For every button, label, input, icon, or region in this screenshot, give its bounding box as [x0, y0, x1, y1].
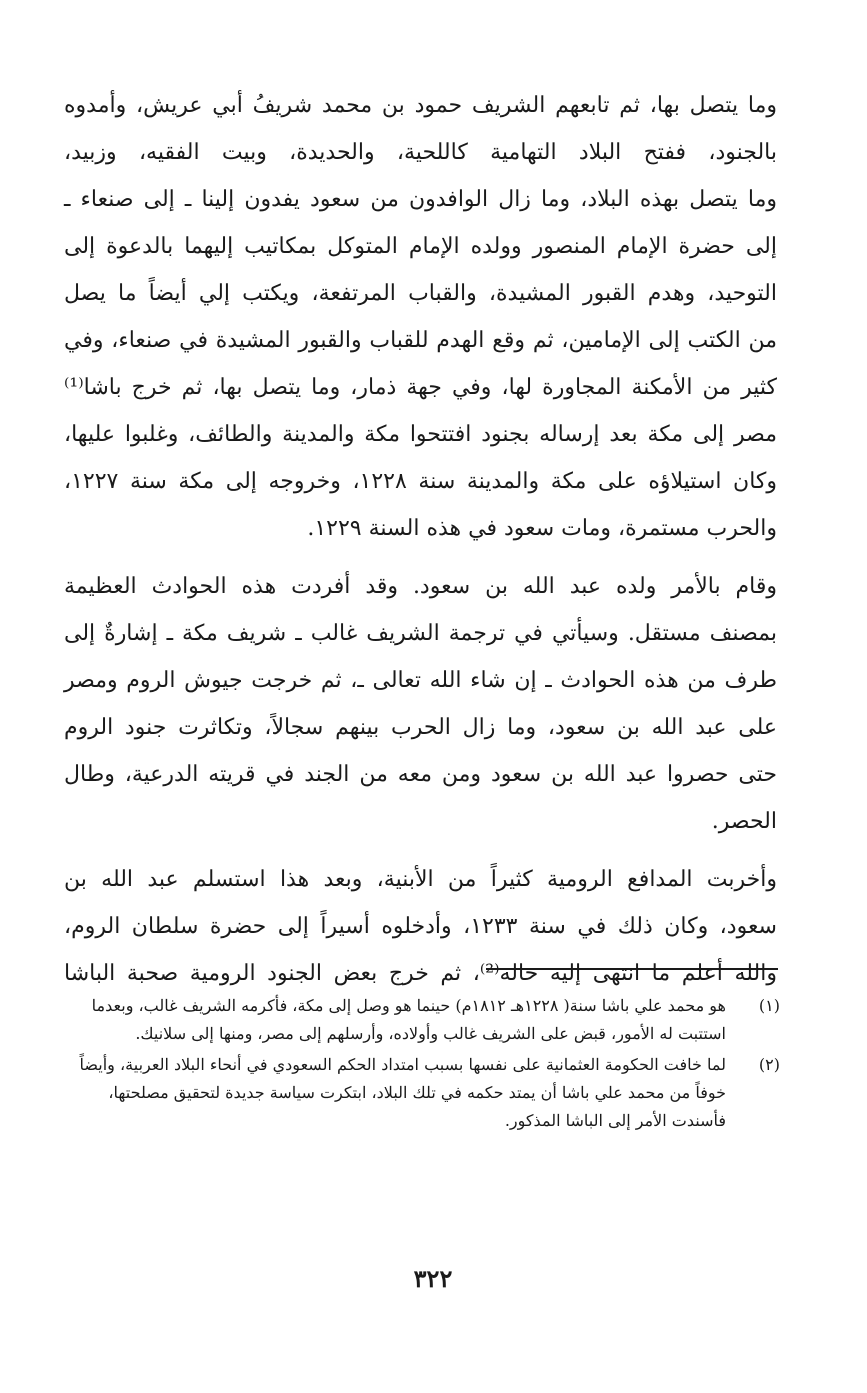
text-line: وما يتصل بها، ثم تابعهم الشريف حمود بن محمد شريفُ أبي عريش، وأمدوه — [64, 93, 777, 118]
paragraph-3 — [64, 856, 777, 997]
text-line: من الكتب إلى الإمامين، ثم وقع الهدم للقباب والقبور المشيدة في صنعاء، وفي — [64, 328, 777, 353]
text-line: مصر إلى مكة بعد إرساله بجنود افتتحوا مكة والمدينة والطائف، وغلبوا عليها، — [64, 422, 777, 447]
text-line: والحرب مستمرة، ومات سعود في هذه السنة ١٢٢٩. — [307, 516, 777, 541]
text-line: وأخربت المدافع الرومية كثيراً من الأبنية، وبعد هذا استسلم عبد الله بن — [64, 867, 777, 892]
text-line: وما يتصل بهذه البلاد، وما زال الوافدون من سعود يفدون إلينا ـ إلى صنعاء ـ — [64, 187, 777, 212]
text-line: حتى حصروا عبد الله بن سعود ومن معه من الجند في قريته الدرعية، وطال — [64, 762, 777, 787]
footnotes — [64, 992, 780, 1138]
footnote-text: لما خافت الحكومة العثمانية على نفسها بسبب امتداد الحكم السعودي في أنحاء البلاد العربية، وأيضاً خوفاً من محمد علي باشا أن يمتد حكمه في تلك البلاد، ابتكرت سياسة جديدة لتحقيق مصلحتها، فأسندت الأمر إلى الباشا المذكور. — [79, 1055, 726, 1130]
footnote-1 — [64, 992, 780, 1048]
text-line: والله أعلم ما انتهى إليه حاله⁽²⁾، ثم خرج بعض الجنود الرومية صحبة الباشا — [64, 961, 777, 986]
text-line: كثير من الأمكنة المجاورة لها، وفي جهة ذمار، وما يتصل بها، ثم خرج باشا⁽¹⁾ — [64, 375, 777, 400]
page-number: ٣٢٢ — [413, 1264, 453, 1293]
footnote-2 — [64, 1051, 780, 1135]
text-line: وقام بالأمر ولده عبد الله بن سعود. وقد أفردت هذه الحوادث العظيمة — [64, 574, 777, 599]
text-line: سعود، وكان ذلك في سنة ١٢٣٣، وأدخلوه أسيراً إلى حضرة سلطان الروم، — [64, 914, 777, 939]
paragraph-2 — [64, 563, 777, 845]
main-text — [64, 82, 777, 997]
text-line: وكان استيلاؤه على مكة والمدينة سنة ١٢٢٨، وخروجه إلى مكة سنة ١٢٢٧، — [64, 469, 777, 494]
footnote-separator — [486, 968, 778, 970]
text-line: طرف من هذه الحوادث ـ إن شاء الله تعالى ـ، ثم خرجت جيوش الروم ومصر — [64, 668, 777, 693]
paragraph-1 — [64, 82, 777, 552]
text-line: التوحيد، وهدم القبور المشيدة، والقباب المرتفعة، ويكتب إلي أيضاً ما يصل — [64, 281, 777, 306]
footnote-number: (١) — [758, 996, 780, 1015]
text-line: بمصنف مستقل. وسيأتي في ترجمة الشريف غالب ـ شريف مكة ـ إشارةٌ إلى — [64, 621, 777, 646]
text-line: الحصر. — [711, 809, 777, 834]
footnote-number: (٢) — [758, 1055, 780, 1074]
text-line: إلى حضرة الإمام المنصور وولده الإمام المتوكل بمكاتيب إليهما بالدعوة إلى — [64, 234, 777, 259]
text-line: على عبد الله بن سعود، وما زال الحرب بينهم سجالاً، وتكاثرت جنود الروم — [64, 715, 777, 740]
text-line: بالجنود، ففتح البلاد التهامية كاللحية، والحديدة، وبيت الفقيه، وزبيد، — [64, 140, 777, 165]
footnote-text: هو محمد علي باشا سنة( ١٢٢٨هـ ١٨١٢م) حينما هو وصل إلى مكة، فأكرمه الشريف غالب، وبعدما استتبت له الأمور، قبض على الشريف غالب وأولاده، وأرسلهم إلى مصر، ومنها إلى سلانيك. — [91, 996, 726, 1043]
